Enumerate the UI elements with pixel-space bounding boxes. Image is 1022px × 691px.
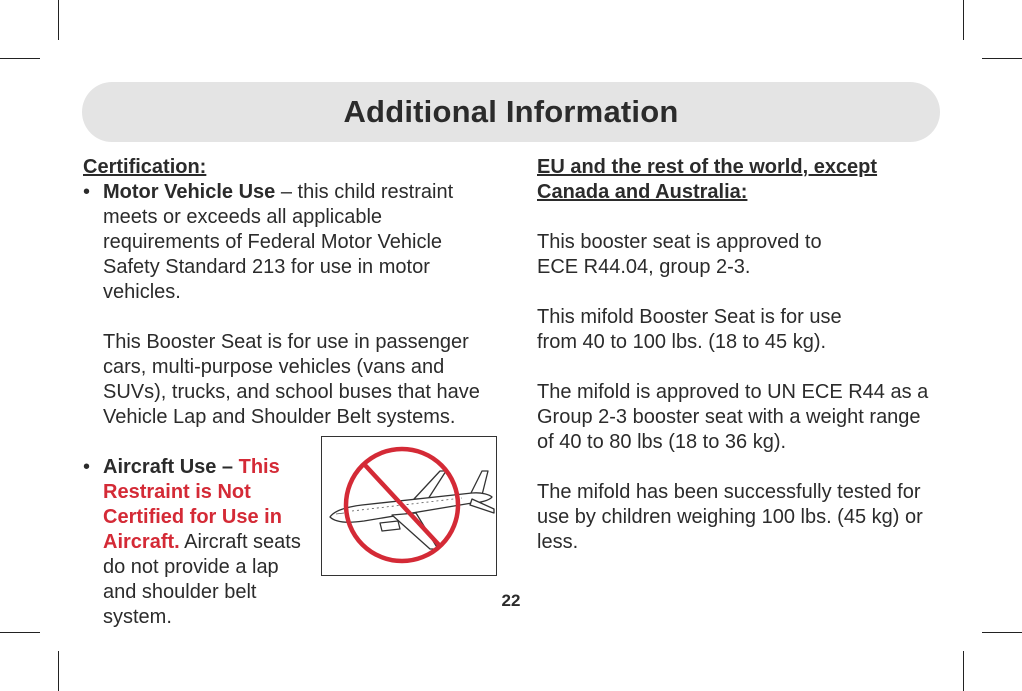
eu-approval-paragraph: This booster seat is approved to ECE R44.04, group 2-3. — [537, 231, 822, 278]
tested-paragraph: The mifold has been successfully tested for use by children weighing 100 lbs. (45 kg) or less. — [537, 481, 923, 553]
right-column — [537, 155, 957, 555]
no-aircraft-illustration — [321, 436, 497, 576]
crop-mark-bottom-left-h — [0, 632, 40, 633]
section-header — [82, 82, 940, 142]
crop-mark-top-right-h — [982, 58, 1022, 59]
page-number: 22 — [501, 591, 521, 610]
crop-mark-top-left-h — [0, 58, 40, 59]
crop-mark-bottom-right — [963, 651, 964, 691]
crop-mark-top-left — [58, 0, 59, 40]
aircraft-text: Aircraft seats do not provide a lap and shoulder belt system. — [103, 531, 301, 628]
certification-heading: Certification: — [83, 156, 207, 178]
bullet-icon: • — [83, 181, 91, 203]
crop-mark-bottom-right-h — [982, 632, 1022, 633]
eu-heading: EU and the rest of the world, except Canada and Australia: — [537, 156, 878, 203]
booster-seat-paragraph: This Booster Seat is for use in passenger cars, multi-purpose vehicles (vans and SUVs), trucks, and school buses that have Vehicle Lap and Shoulder Belt systems. — [103, 331, 480, 428]
aircraft-warning: This Restraint is Not Certified for Use in Aircraft. — [103, 456, 282, 553]
weight-range-paragraph: This mifold Booster Seat is for use from 40 to 100 lbs. (18 to 45 kg). — [537, 306, 842, 353]
motor-vehicle-label: Motor Vehicle Use — [103, 181, 276, 203]
un-ece-paragraph: The mifold is approved to UN ECE R44 as a Group 2-3 booster seat with a weight range of 40 to 80 lbs (18 to 36 kg). — [537, 381, 929, 453]
motor-vehicle-text: – this child restraint meets or exceeds all applicable requirements of Federal Motor Vehicle Safety Standard 213 for use in motor vehicles. — [103, 181, 454, 303]
no-airplane-icon — [322, 437, 496, 575]
crop-mark-top-right — [963, 0, 964, 40]
aircraft-label: Aircraft Use – — [103, 456, 239, 478]
crop-mark-bottom-left — [58, 651, 59, 691]
page-title: Additional Information — [343, 94, 679, 129]
bullet-icon: • — [83, 456, 91, 478]
motor-vehicle-bullet — [83, 180, 503, 305]
